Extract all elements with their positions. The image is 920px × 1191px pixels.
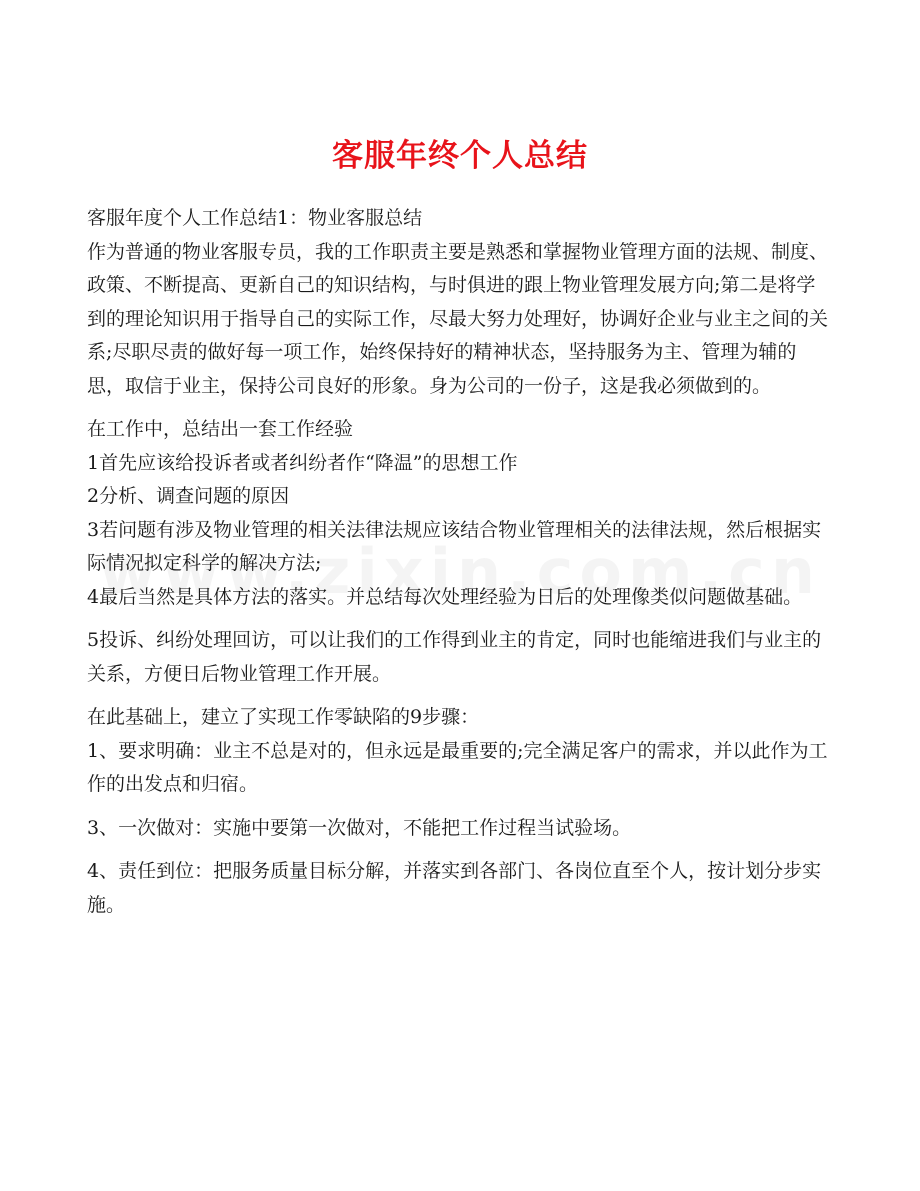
paragraph-step-5: 5投诉、纠纷处理回访，可以让我们的工作得到业主的肯定，同时也能缩进我们与业主的关系，方便日后物业管理工作开展。 [87,629,822,685]
document-title: 客服年终个人总结 [332,138,588,174]
paragraph-step-1: 1首先应该给投诉者或者纠纷者作“降温”的思想工作 [87,451,518,474]
paragraph-do-right-first: 3、一次做对：实施中要第一次做对，不能把工作过程当试验场。 [87,816,632,839]
paragraph-step-3: 3若问题有涉及物业管理的相关法律法规应该结合物业管理相关的法律法规，然后根据实际情况拟定科学的解决方法; [87,518,822,574]
paragraph-step-2: 2分析、调查问题的原因 [87,485,290,507]
paragraph-intro: 作为普通的物业客服专员，我的工作职责主要是熟悉和掌握物业管理方面的法规、制度、政策、不断提高、更新自己的知识结构，与时俱进的跟上物业管理发展方向;第二是将学到的理论知识用于指导自己的实际工作，尽最大努力处理好，协调好企业与业主之间的关系;尽职尽责的做好每一项工作，始终保持好的精神状态，坚持服务为主、管理为辅的思，取信于业主，保持公司良好的形象。身为公司的一份子，这是我必须做到的。 [87,240,829,397]
paragraph-requirement-clear: 1、要求明确：业主不总是对的，但永远是最重要的;完全满足客户的需求，并以此作为工作的出发点和归宿。 [87,739,828,795]
document-body [87,202,832,922]
paragraph-section-heading: 客服年度个人工作总结1：物业客服总结 [87,207,423,229]
paragraph-step-4: 4最后当然是具体方法的落实。并总结每次处理经验为日后的处理像类似问题做基础。 [87,585,803,608]
paragraph-nine-steps-heading: 在此基础上，建立了实现工作零缺陷的9步骤： [87,706,480,728]
paragraph-experience-heading: 在工作中，总结出一套工作经验 [87,418,354,440]
paragraph-responsibility: 4、责任到位：把服务质量目标分解，并落实到各部门、各岗位直至个人，按计划分步实施。 [87,860,822,916]
